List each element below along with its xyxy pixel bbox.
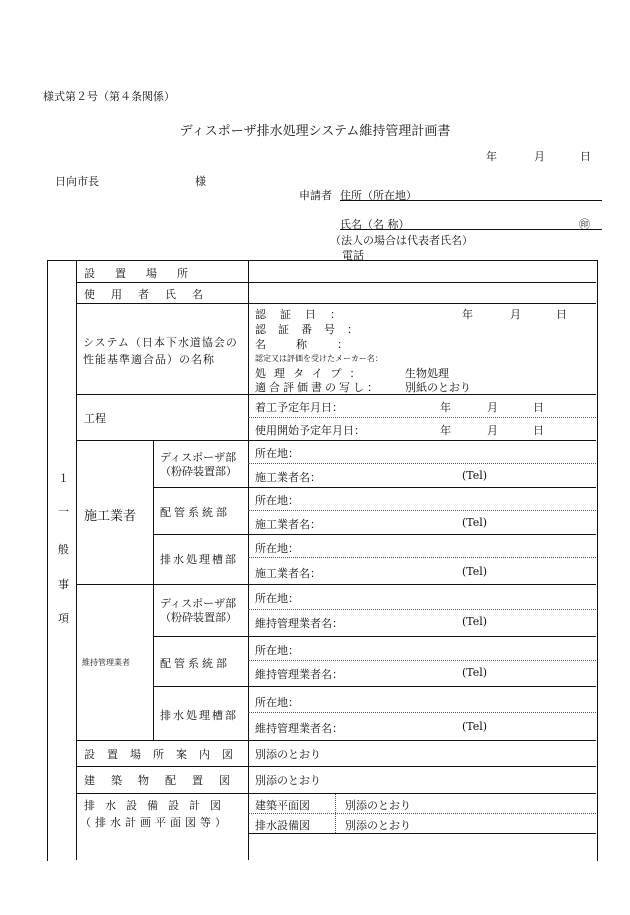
sub-line bbox=[248, 660, 596, 661]
row-line bbox=[76, 303, 596, 304]
date-year: 年 bbox=[486, 150, 497, 163]
label-drainage-design-sub: （排水計画平面図等） bbox=[80, 816, 230, 829]
document-title: ディスポーザ排水処理システム維持管理計画書 bbox=[179, 124, 451, 139]
system-name-label: 名称： bbox=[255, 338, 378, 351]
builder-name-3: 施工業者名： bbox=[255, 567, 321, 580]
label-user-name: 使用者氏名 bbox=[84, 288, 219, 301]
row-line bbox=[153, 487, 596, 488]
maint-tel-1: (Tel) bbox=[462, 615, 488, 628]
row-line bbox=[153, 534, 596, 535]
process-type-label: 処理タイプ： bbox=[255, 367, 369, 380]
copy-label: 適合評価書の写し： bbox=[255, 381, 381, 394]
phone-label: 電話 bbox=[342, 249, 364, 262]
sub-line bbox=[248, 609, 596, 610]
row-line bbox=[76, 740, 596, 741]
row-line bbox=[248, 833, 596, 834]
start-year: 年 bbox=[440, 401, 451, 414]
seal-mark: ㊞ bbox=[579, 218, 590, 231]
part-tank-m: 排水処理槽部 bbox=[160, 709, 238, 722]
label-location: 設置場所 bbox=[84, 267, 208, 280]
label-building-layout: 建築物配置図 bbox=[84, 774, 246, 787]
start-day: 日 bbox=[533, 401, 544, 414]
copy-value: 別紙のとおり bbox=[405, 381, 471, 394]
cert-month: 月 bbox=[510, 308, 521, 321]
sub-line bbox=[248, 417, 596, 418]
builder-name-2: 施工業者名： bbox=[255, 518, 321, 531]
cert-year: 年 bbox=[462, 308, 473, 321]
date-month: 月 bbox=[534, 150, 545, 163]
builder-address-1: 所在地： bbox=[255, 447, 299, 460]
builder-name-1: 施工業者名： bbox=[255, 471, 321, 484]
label-builder: 施工業者 bbox=[84, 509, 137, 524]
section-char: 項 bbox=[58, 612, 69, 625]
section-char: 事 bbox=[58, 578, 69, 591]
form-label: 様式第２号（第４条関係） bbox=[43, 90, 175, 103]
maint-tel-3: (Tel) bbox=[462, 720, 488, 733]
building-plan-value: 別添のとおり bbox=[345, 799, 411, 812]
use-month: 月 bbox=[487, 424, 498, 437]
sub-line bbox=[248, 557, 596, 558]
row-line bbox=[153, 686, 596, 687]
address-label: 住所（所在地） bbox=[340, 189, 417, 202]
part-piping-m: 配管系統部 bbox=[160, 657, 230, 670]
maint-name-1: 維持管理業者名： bbox=[255, 617, 343, 630]
building-plan-label: 建築平面図 bbox=[255, 799, 310, 812]
part-tank: 排水処理槽部 bbox=[160, 553, 238, 566]
addressee: 日向市長 bbox=[55, 175, 99, 188]
cert-number-label: 認証番号： bbox=[255, 323, 370, 336]
section-number: １ bbox=[58, 472, 69, 485]
corporate-note: （法人の場合は代表者氏名） bbox=[330, 234, 473, 247]
applicant-label: 申請者 bbox=[299, 189, 332, 202]
maint-address-1: 所在地： bbox=[255, 592, 299, 605]
label-process-1: 工程 bbox=[84, 412, 106, 425]
row-line bbox=[76, 584, 596, 585]
maint-address-2: 所在地： bbox=[255, 644, 299, 657]
building-layout-value: 別添のとおり bbox=[255, 774, 321, 787]
cert-date-label: 認証日： bbox=[255, 308, 355, 321]
maint-name-2: 維持管理業者名： bbox=[255, 668, 343, 681]
cert-day: 日 bbox=[556, 308, 567, 321]
start-month: 月 bbox=[487, 401, 498, 414]
row-line bbox=[153, 636, 596, 637]
builder-address-3: 所在地： bbox=[255, 542, 299, 555]
label-system-name: システム（日本下水道協会の性能基準適合品）の名称 bbox=[83, 336, 238, 366]
part-disposer-m: ディスポーザ部 bbox=[160, 597, 237, 610]
part-piping: 配管系統部 bbox=[160, 506, 230, 519]
builder-tel-3: (Tel) bbox=[462, 565, 488, 578]
use-date-label: 使用開始予定年月日： bbox=[255, 424, 365, 437]
col-divider bbox=[248, 260, 249, 860]
name-underline bbox=[340, 229, 602, 230]
use-year: 年 bbox=[440, 424, 451, 437]
label-maintainer: 維持管理業者 bbox=[82, 658, 130, 667]
section-char: 一 bbox=[58, 505, 69, 518]
process-type-value: 生物処理 bbox=[405, 367, 449, 380]
maint-address-3: 所在地： bbox=[255, 696, 299, 709]
row-line bbox=[76, 282, 596, 283]
sub-line bbox=[248, 813, 596, 814]
part-disposer: ディスポーザ部 bbox=[160, 451, 237, 464]
name-label: 氏名（名 称） bbox=[340, 218, 410, 231]
drainage-plan-value: 別添のとおり bbox=[345, 819, 411, 832]
sub-line bbox=[248, 510, 596, 511]
builder-tel-2: (Tel) bbox=[462, 516, 488, 529]
start-date-label: 着工予定年月日： bbox=[255, 401, 343, 414]
honorific: 様 bbox=[195, 175, 206, 188]
col-divider bbox=[153, 440, 154, 740]
address-underline bbox=[340, 200, 602, 201]
drainage-plan-label: 排水設備図 bbox=[255, 819, 310, 832]
label-drainage-design: 排水設備設計図 bbox=[84, 799, 231, 812]
label-location-map: 設置場所案内図 bbox=[84, 748, 245, 761]
sub-line bbox=[248, 463, 596, 464]
sub-line bbox=[248, 712, 596, 713]
maker-label: 認定又は評価を受けたメーカー名： bbox=[255, 354, 383, 363]
builder-address-2: 所在地： bbox=[255, 494, 299, 507]
part-disposer-sub: （粉砕装置部） bbox=[160, 465, 237, 478]
builder-tel-1: (Tel) bbox=[462, 469, 488, 482]
maint-tel-2: (Tel) bbox=[462, 666, 488, 679]
row-line bbox=[76, 766, 596, 767]
row-line bbox=[76, 793, 596, 794]
row-line bbox=[76, 440, 596, 441]
date-day: 日 bbox=[580, 150, 591, 163]
use-day: 日 bbox=[533, 424, 544, 437]
section-char: 般 bbox=[58, 543, 69, 556]
col-divider bbox=[76, 260, 77, 860]
location-map-value: 別添のとおり bbox=[255, 748, 321, 761]
maint-name-3: 維持管理業者名： bbox=[255, 722, 343, 735]
part-disposer-sub-m: （粉砕装置部） bbox=[160, 611, 237, 624]
